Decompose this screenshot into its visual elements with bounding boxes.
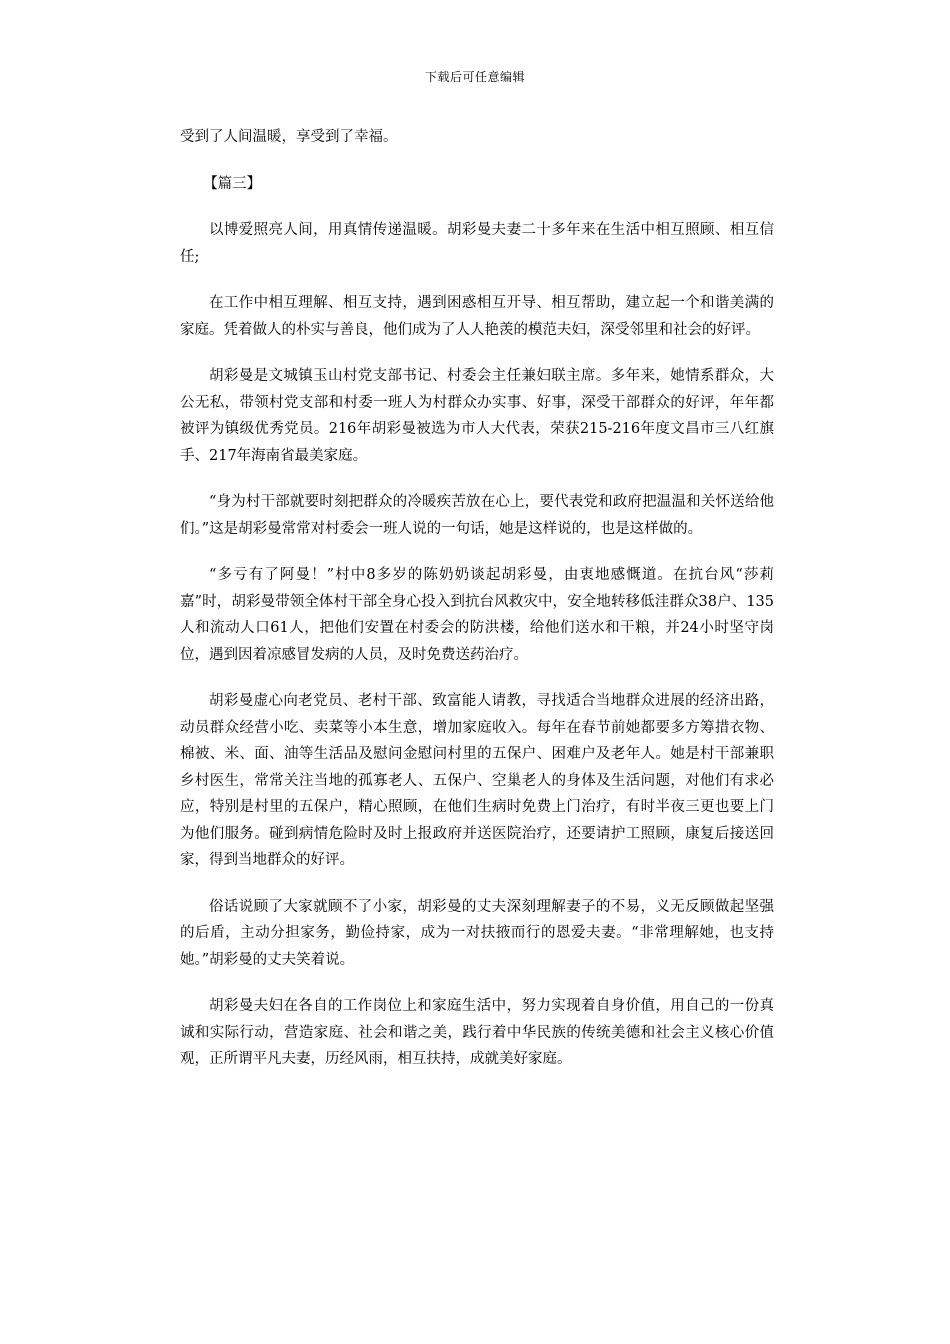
section-title: 【篇三】 xyxy=(203,175,262,192)
paragraph: 以博爱照亮人间，用真情传递温暖。胡彩曼夫妻二十多年来在生活中相互照顾、相互信任; xyxy=(180,222,774,265)
paragraph: “身为村干部就要时刻把群众的冷暖疾苦放在心上，要代表党和政府把温温和关怀送给他们。”这是胡彩曼常常对村委会一班人说的一句话，她是这样说的，也是这样做的。 xyxy=(180,494,774,537)
paragraph: 胡彩曼是文城镇玉山村党支部书记、村委会主任兼妇联主席。多年来，她情系群众，大公无私，带领村党支部和村委一班人为村群众办实事、好事，深受干部群众的好评，年年都被评为镇级优秀党员。216年胡彩曼被选为市人大代表，荣获215-216年度文昌市三八红旗手、217年海南省最美家庭。 xyxy=(180,368,774,464)
paragraph: 胡彩曼夫妇在各自的工作岗位上和家庭生活中，努力实现着自身价值，用自己的一份真诚和实际行动，营造家庭、社会和谐之美，践行着中华民族的传统美德和社会主义核心价值观，正所谓平凡夫妻，历经风雨，相互扶持，成就美好家庭。 xyxy=(180,998,774,1067)
paragraph: 在工作中相互理解、相互支持，遇到困惑相互开导、相互帮助，建立起一个和谐美满的家庭。凭着做人的朴实与善良，他们成为了人人艳羡的模范夫妇，深受邻里和社会的好评。 xyxy=(180,295,774,338)
paragraph: “多亏有了阿曼！”村中8多岁的陈奶奶谈起胡彩曼，由衷地感慨道。在抗台风“莎莉嘉”时，胡彩曼带领全体村干部全身心投入到抗台风救灾中，安全地转移低洼群众38户、135人和流动人口61人，把他们安置在村委会的防洪楼，给他们送水和干粮，并24小时坚守岗位，遇到因着凉感冒发病的人员，及时免费送药治疗。 xyxy=(180,567,774,663)
paragraph: 胡彩曼虚心向老党员、老村干部、致富能人请教，寻找适合当地群众进展的经济出路，动员群众经营小吃、卖菜等小本生意，增加家庭收入。每年在春节前她都要多方筹措衣物、棉被、米、面、油等生活品及慰问金慰问村里的五保户、困难户及老年人。她是村干部兼职乡村医生，常常关注当地的孤寡老人、五保户、空巢老人的身体及生活问题，对他们有求必应，特别是村里的五保户，精心照顾，在他们生病时免费上门治疗，有时半夜三更也要上门为他们服务。碰到病情危险时及时上报政府并送医院治疗，还要请护工照顾，康复后接送回家，得到当地群众的好评。 xyxy=(180,693,774,868)
paragraph: 俗话说顾了大家就顾不了小家，胡彩曼的丈夫深刻理解妻子的不易，义无反顾做起坚强的后盾，主动分担家务，勤俭持家，成为一对扶掖而行的恩爱夫妻。“非常理解她，也支持她。”胡彩曼的丈夫笑着说。 xyxy=(180,898,774,968)
document-body xyxy=(180,124,774,1093)
page-header: 下载后可任意编辑 xyxy=(424,70,525,84)
lead-paragraph: 受到了人间温暖，享受到了幸福。 xyxy=(180,129,398,145)
